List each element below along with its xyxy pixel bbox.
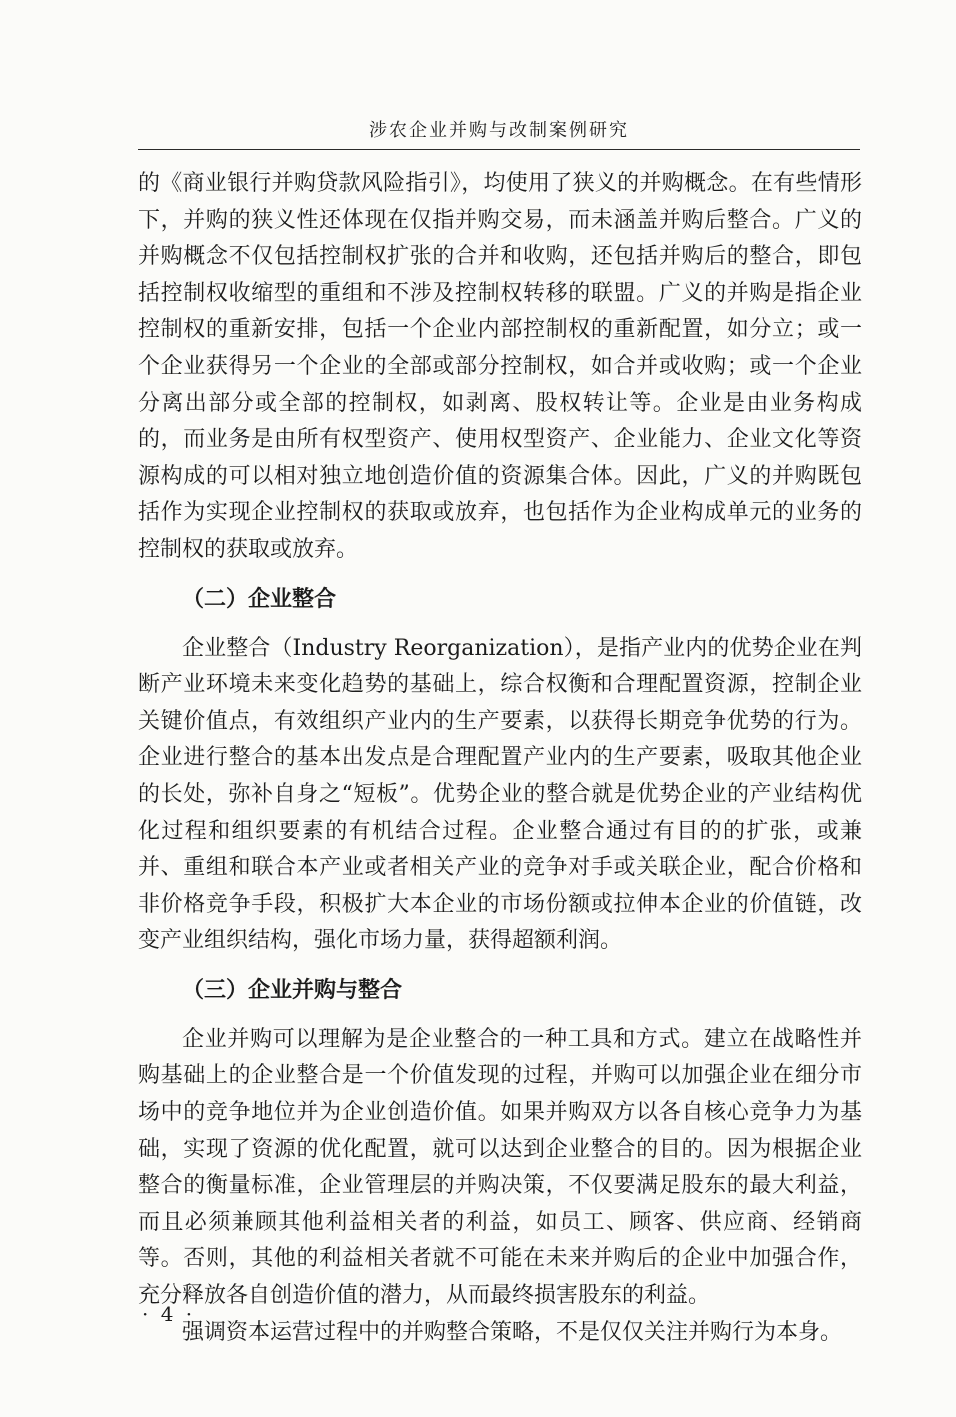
paragraph-enterprise-integration: 企业整合（Industry Reorganization），是指产业内的优势企业在判断产业环境未来变化趋势的基础上，综合权衡和合理配置资源，控制企业关键价值点，有效组织产业内的生产要素，以获得长期竞争优势的行为。企业进行整合的基本出发点是合理配置产业内的生产要素，吸取其他企业的长处，弥补自身之“短板”。优势企业的整合就是优势企业的产业结构优化过程和组织要素的有机结合过程。企业整合通过有目的的扩张，或兼并、重组和联合本产业或者相关产业的竞争对手或关联企业，配合价格和非价格竞争手段，积极扩大本企业的市场份额或拉伸本企业的价值链，改变产业组织结构，强化市场力量，获得超额利润。 [138,635,862,954]
header-rule [138,149,860,150]
paragraph-merger-and-integration: 企业并购可以理解为是企业整合的一种工具和方式。建立在战略性并购基础上的企业整合是一个价值发现的过程，并购可以加强企业在细分市场中的竞争地位并为企业创造价值。如果并购双方以各自核心竞争力为基础，实现了资源的优化配置，就可以达到企业整合的目的。因为根据企业整合的衡量标准，企业管理层的并购决策，不仅要满足股东的最大利益，而且必须兼顾其他利益相关者的利益，如员工、顾客、供应商、经销商等。否则，其他的利益相关者就不可能在未来并购后的企业中加强合作，充分释放各自创造价值的潜力，从而最终损害股东的利益。 [138,1026,862,1309]
paragraph-integration-strategy: 强调资本运营过程中的并购整合策略，不是仅仅关注并购行为本身。 [182,1319,843,1345]
running-head-title: 涉农企业并购与改制案例研究 [369,120,629,141]
section-heading-enterprise-integration: （二）企业整合 [182,586,337,612]
body-text [138,166,862,1351]
section-heading-merger-and-integration: （三）企业并购与整合 [182,977,403,1003]
page-number: · 4 · [142,1302,196,1326]
paragraph-continuation: 的《商业银行并购贷款风险指引》，均使用了狭义的并购概念。在有些情形下，并购的狭义性还体现在仅指并购交易，而未涵盖并购后整合。广义的并购概念不仅包括控制权扩张的合并和收购，还包括并购后的整合，即包括控制权收缩型的重组和不涉及控制权转移的联盟。广义的并购是指企业控制权的重新安排，包括一个企业内部控制权的重新配置，如分立；或一个企业获得另一个企业的全部或部分控制权，如合并或收购；或一个企业分离出部分或全部的控制权，如剥离、股权转让等。企业是由业务构成的，而业务是由所有权型资产、使用权型资产、企业能力、企业文化等资源构成的可以相对独立地创造价值的资源集合体。因此，广义的并购既包括作为实现企业控制权的获取或放弃，也包括作为企业构成单元的业务的控制权的获取或放弃。 [138,171,862,562]
